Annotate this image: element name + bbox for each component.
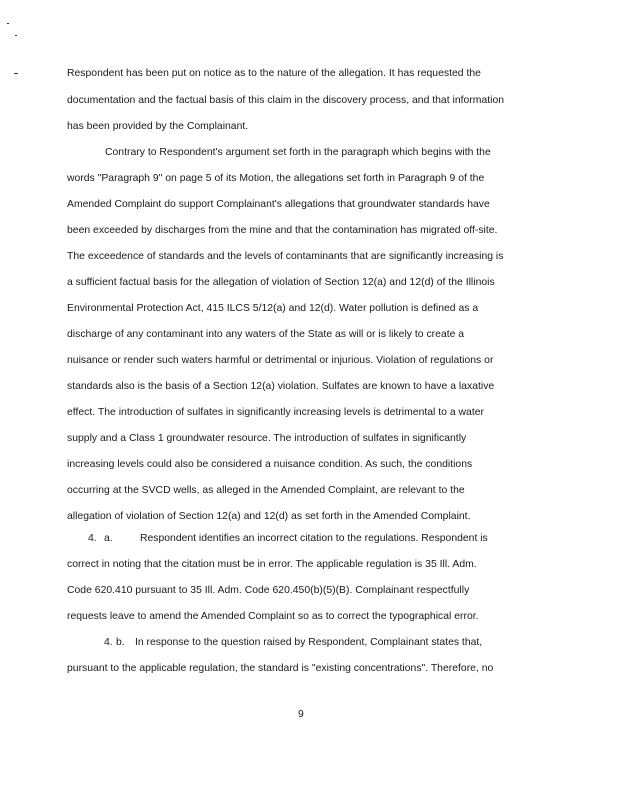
paragraph-line: standards also is the basis of a Section 12(a) violation. Sulfates are known to have a laxative <box>67 381 495 392</box>
paragraph-line: increasing levels could also be considered a nuisance condition. As such, the conditions <box>67 459 473 470</box>
paragraph-line: a sufficient factual basis for the allegation of violation of Section 12(a) and 12(d) of the Illinois <box>67 277 495 288</box>
paragraph-line: Environmental Protection Act, 415 ILCS 5/12(a) and 12(d). Water pollution is defined as a <box>67 303 479 314</box>
item-number: 4. <box>88 533 97 544</box>
paragraph-line: The exceedence of standards and the levels of contaminants that are significantly increasing is <box>67 251 504 262</box>
paragraph-line: words "Paragraph 9" on page 5 of its Motion, the allegations set forth in Paragraph 9 of the <box>67 173 485 184</box>
paragraph-line: discharge of any contaminant into any waters of the State as will or is likely to create a <box>67 329 465 340</box>
paragraph-line: documentation and the factual basis of this claim in the discovery process, and that information <box>67 95 505 106</box>
item-number: 4. <box>104 637 113 648</box>
paragraph-line: Contrary to Respondent's argument set forth in the paragraph which begins with the <box>105 147 491 158</box>
paragraph-line: occurring at the SVCD wells, as alleged in the Amended Complaint, are relevant to the <box>67 485 465 496</box>
paragraph-line: effect. The introduction of sulfates in significantly increasing levels is detrimental to a water <box>67 407 485 418</box>
page-number: 9 <box>298 709 304 720</box>
paragraph-line: been exceeded by discharges from the mine and that the contamination has migrated off-site. <box>67 225 498 236</box>
paragraph-line: Respondent has been put on notice as to the nature of the allegation. It has requested the <box>67 68 481 79</box>
item-first-line: In response to the question raised by Respondent, Complainant states that, <box>135 637 483 648</box>
paragraph-line: nuisance or render such waters harmful or detrimental or injurious. Violation of regulations or <box>67 355 494 366</box>
paragraph-line: allegation of violation of Section 12(a) and 12(d) as set forth in the Amended Complaint. <box>67 511 471 522</box>
paragraph-line: requests leave to amend the Amended Complaint so as to correct the typographical error. <box>67 611 479 622</box>
item-letter: a. <box>104 533 113 544</box>
paragraph-line: Code 620.410 pursuant to 35 Ill. Adm. Code 620.450(b)(5)(B). Complainant respectfully <box>67 585 470 596</box>
paragraph-line: correct in noting that the citation must be in error. The applicable regulation is 35 Ill. Adm. <box>67 559 477 570</box>
item-letter: b. <box>116 637 125 648</box>
paragraph-line: supply and a Class 1 groundwater resource. The introduction of sulfates in significantly <box>67 433 467 444</box>
scan-mark <box>7 23 9 24</box>
paragraph-line: Amended Complaint do support Complainant's allegations that groundwater standards have <box>67 199 490 210</box>
paragraph-line: pursuant to the applicable regulation, the standard is "existing concentrations". Therefore, no <box>67 663 494 674</box>
scan-mark <box>14 73 18 74</box>
paragraph-line: has been provided by the Complainant. <box>67 121 249 132</box>
item-first-line: Respondent identifies an incorrect citation to the regulations. Respondent is <box>140 533 488 544</box>
scan-mark <box>15 35 17 36</box>
